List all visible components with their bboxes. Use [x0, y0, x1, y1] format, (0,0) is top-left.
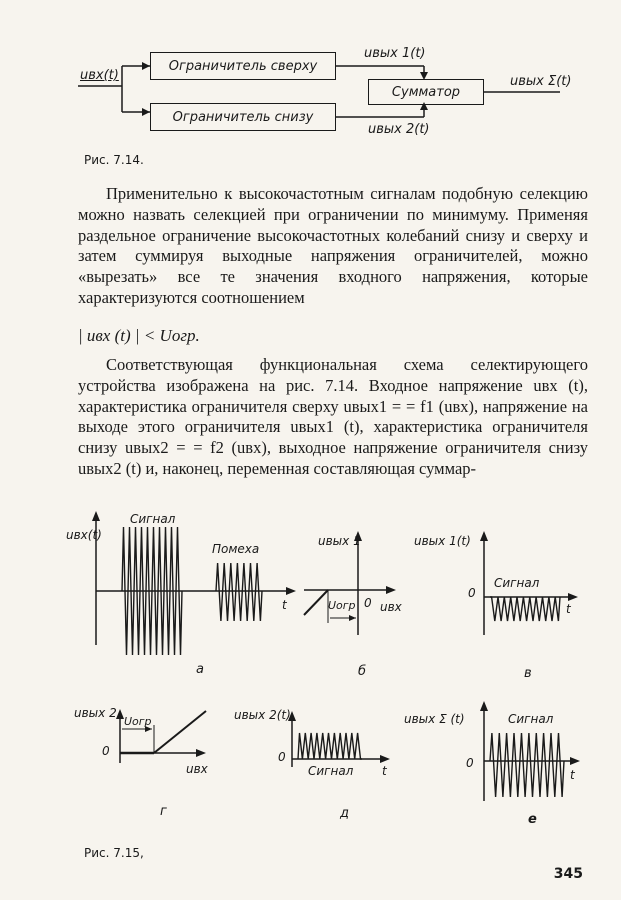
panel-e-ylabel: uвых Σ (t)	[404, 712, 465, 726]
clipped-top-oscillation	[490, 597, 560, 621]
panel-v-letter: в	[524, 666, 532, 681]
panel-a	[66, 511, 296, 677]
panel-a-noise-label: Помеха	[212, 542, 260, 556]
summator-box: Сумматор	[368, 79, 484, 105]
panel-d-ylabel: uвых 2(t)	[234, 708, 291, 722]
panel-g	[74, 706, 209, 819]
fig714-input-label: uвx(t)	[80, 68, 119, 83]
page-number: 345	[553, 866, 583, 882]
fig714-caption: Рис. 7.14.	[84, 153, 144, 167]
panel-a-t-label: t	[282, 598, 287, 612]
signal-oscillation	[122, 527, 182, 655]
panel-a-noise-wave	[216, 563, 262, 621]
panel-d-signal-label: Сигнал	[308, 764, 354, 778]
panel-e-letter: е	[528, 812, 537, 827]
panel-g-ramp	[154, 711, 206, 753]
panel-d-t-label: t	[382, 764, 387, 778]
panel-a-y-arrow	[92, 511, 100, 521]
panel-e	[404, 701, 580, 827]
panel-b-ylabel: uвых 1	[318, 534, 361, 548]
panel-g-uogr: Uогр	[124, 715, 152, 728]
panel-g-ylabel: uвых 2	[74, 706, 117, 720]
panel-v-signal-label: Сигнал	[494, 576, 540, 590]
fig715-caption: Рис. 7.15,	[84, 846, 144, 860]
panel-a-signal-label: Сигнал	[130, 512, 176, 526]
panel-d-x-arrow	[380, 755, 390, 763]
panel-g-zero: 0	[102, 744, 110, 758]
panel-d	[234, 708, 390, 821]
clipped-bottom-oscillation	[298, 733, 362, 759]
lower-limiter-box: Ограничитель снизу	[150, 103, 336, 131]
panel-b	[304, 531, 403, 679]
panel-a-letter: а	[196, 662, 204, 677]
panel-d-wave	[298, 733, 362, 759]
panel-v	[414, 531, 578, 681]
fig714-out1-label: uвых 1(t)	[364, 46, 426, 61]
panel-b-zero: 0	[364, 596, 372, 610]
panel-b-x-arrow	[386, 586, 396, 594]
panel-g-letter: г	[160, 804, 167, 819]
panel-a-x-arrow	[286, 587, 296, 595]
panel-b-characteristic	[304, 590, 328, 615]
fig714-out2-label: uвых 2(t)	[368, 122, 430, 137]
panel-e-wave	[490, 733, 564, 797]
panel-v-y-arrow	[480, 531, 488, 541]
fig714-sum-label: uвых Σ(t)	[510, 74, 572, 89]
noise-oscillation	[216, 563, 262, 621]
panel-d-letter: д	[340, 806, 349, 821]
panel-g-xlabel: uвx	[186, 762, 208, 776]
panel-b-uogr: Uогр	[328, 599, 356, 612]
panel-b-xlabel: uвx	[380, 600, 402, 614]
upper-limiter-box: Ограничитель сверху	[150, 52, 336, 80]
panel-v-wave	[490, 597, 560, 621]
paragraph-1: Применительно к высокочастотным сигналам подобную селекцию можно назвать селекцией при ограничении по минимуму. Применяя раздельное ограничение высокочастотных колебаний снизу и сверху и затем суммируя выходные напряжения ограничителей, можно «вырезать» все те значения входного напряжения, которые характеризуются соотношением	[78, 184, 588, 307]
panel-b-letter: б	[358, 664, 367, 679]
panel-e-x-arrow	[570, 757, 580, 765]
panel-b-uogr-arrow	[349, 615, 356, 621]
panel-a-signal-wave	[122, 527, 182, 655]
panel-g-y-arrow	[116, 709, 124, 719]
panel-g-x-arrow	[196, 749, 206, 757]
panel-d-zero: 0	[278, 750, 286, 764]
panel-v-zero: 0	[468, 586, 476, 600]
panel-e-t-label: t	[570, 768, 575, 782]
paragraph-2: Соответствующая функциональная схема селектирующего устройства изображена на рис. 7.14. Входное напряжение uвх (t), характеристика ограничителя сверху uвых1 = = f1 (uвх), напряжение на выходе этого ограничителя uвых1 (t), характеристика ограничителя снизу uвых2 = = f2 (uвх), выходное напряжение ограничителя снизу uвых2 (t) и, наконец, переменная составляющая суммар-	[78, 355, 588, 478]
panel-v-t-label: t	[566, 602, 571, 616]
panel-e-zero: 0	[466, 756, 474, 770]
figure-7-15	[0, 505, 621, 865]
panel-a-ylabel: uвx(t)	[66, 528, 102, 542]
sum-signal-oscillation	[490, 733, 564, 797]
panel-v-x-arrow	[568, 593, 578, 601]
formula-inequality: | uвх (t) | < Uогр.	[78, 326, 200, 345]
panel-e-signal-label: Сигнал	[508, 712, 554, 726]
panel-e-y-arrow	[480, 701, 488, 711]
panel-v-ylabel: uвых 1(t)	[414, 534, 471, 548]
